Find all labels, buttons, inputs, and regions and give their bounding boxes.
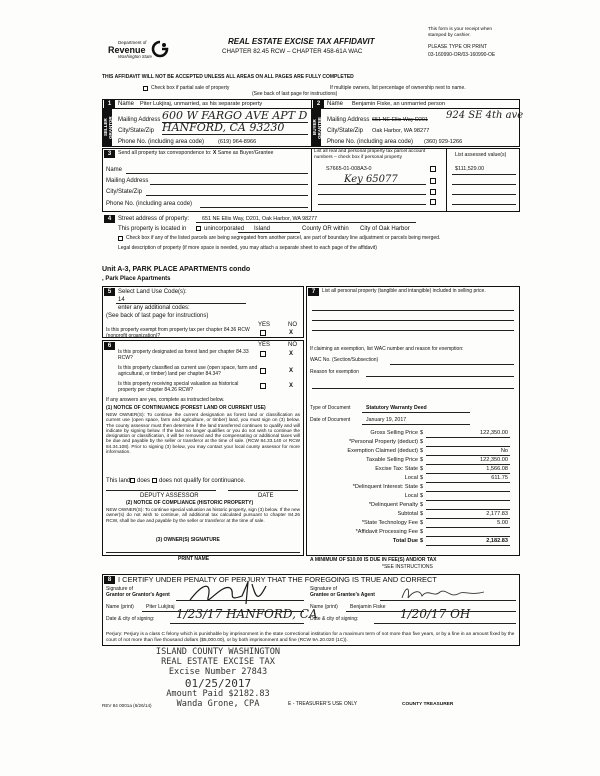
section-3-number: 3 — [104, 150, 115, 158]
stamp-tax: REAL ESTATE EXCISE TAX — [161, 656, 275, 667]
revenue-text: Revenue — [108, 45, 146, 55]
wac-label: WAC No. (Section/Subsection) — [310, 357, 379, 363]
doc-date-label: Date of Document — [310, 417, 351, 423]
exemption-label: If claiming an exemption, list WAC number and reason for exemption: — [310, 346, 464, 352]
historic-yes-checkbox[interactable] — [260, 383, 266, 389]
parcel-number: S7665-01-008A3-0 — [326, 166, 372, 172]
grantee-sig-label — [310, 587, 375, 599]
tax-row-label: Local — [404, 493, 418, 499]
tax-row — [330, 475, 510, 484]
perjury-note: Perjury: Perjury is a class C felony which is punishable by imprisonment in the state correctional institution for a maximum term of not more than five years, or by a fine in an amount fixed by the court of not more than five thousand dollars ($5,000.00), or by both imprisonment and fine (RCW 9A.20.020 (1C)). — [106, 632, 515, 643]
does-label: does — [137, 478, 151, 484]
segregated-label: Check box if any of the listed parcels are being segregated from another parcel, are part of boundary line adjustment or parcels being merged. — [126, 235, 441, 241]
tax-row — [330, 448, 510, 457]
buyer-mailing-label: Mailing Address — [327, 117, 370, 123]
notice-1-title: (1) NOTICE OF CONTINUANCE (FOREST LAND OR CURRENT USE) — [106, 405, 266, 411]
current-use-question: Is this property classified as current use (open space, farm and agricultural, or timber) land per chapter 84.34? — [118, 365, 258, 377]
tax-row-currency: $ — [420, 457, 424, 463]
reason-label: Reason for exemption — [310, 369, 359, 375]
section-4-number: 4 — [104, 215, 115, 223]
section-7-number: 7 — [308, 288, 319, 296]
seller-city: HANFORD, CA 93230 — [162, 121, 285, 134]
tax-row-underline — [426, 464, 510, 465]
tax-row — [330, 484, 510, 493]
tax-row-currency: $ — [420, 466, 424, 472]
unit-line-1: Unit A-3, PARK PLACE APARTMENTS condo — [102, 266, 251, 273]
tax-row-currency: $ — [420, 493, 424, 499]
tax-row — [330, 457, 510, 466]
print-name-label: PRINT NAME — [178, 556, 210, 562]
seller-phone: (619) 964-8966 — [218, 139, 257, 145]
tax-row-underline — [426, 518, 510, 519]
corr-mailing-label: Mailing Address — [106, 178, 149, 184]
sec6-no-header: NO — [288, 342, 297, 348]
county-treasurer-label: COUNTY TREASURER — [402, 702, 454, 707]
exempt-yes-checkbox[interactable] — [260, 330, 266, 336]
corr-name-label: Name — [106, 167, 123, 173]
send-correspondence-label — [118, 151, 273, 157]
grantee-name-label: Name (print) — [310, 604, 338, 610]
stamp-date: 01/25/2017 — [184, 676, 252, 690]
tax-row-label: Subtotal — [397, 511, 418, 517]
buyer-mailing-struck: 651 NE Ellis Way D201 — [372, 117, 428, 123]
tax-row — [330, 538, 510, 547]
tax-row-currency: $ — [420, 448, 424, 454]
historic-no-mark: X — [289, 383, 294, 389]
unincorporated-label: unincorporated — [204, 226, 245, 232]
notice-2-body: NEW OWNER(S): To continue special valuation as historic property, sign (3) below. If the new owner(s) do not wish to continue, all additional tax calculated pursuant to chapter 84.26 RCW, shall be due and payable by the seller or transferor at the time of sale. — [106, 507, 300, 523]
tax-row-currency: $ — [420, 484, 424, 490]
tax-row-label: *Delinquent Interest: State — [352, 484, 418, 490]
tax-row-underline — [426, 473, 510, 474]
grantor-agent-label: Grantor or Grantor's Agent — [106, 591, 170, 598]
section-6-number: 6 — [104, 342, 115, 350]
partial-sale-checkbox[interactable] — [143, 86, 148, 91]
rev-number: REV 84 0001a (6/26/14) — [102, 703, 152, 708]
county-or-within: County OR within — [302, 226, 349, 232]
forest-no-mark: X — [289, 351, 294, 357]
tax-row-label: *Affidavit Processing Fee — [355, 529, 418, 535]
key-number: Key 65077 — [344, 174, 398, 185]
this-land-label: This land — [106, 478, 131, 484]
enter-additional-label: enter any additional codes: — [118, 305, 190, 311]
corr-phone-label: Phone No. (including area code) — [106, 201, 193, 207]
grantor-sig-of: Signature of — [106, 586, 133, 592]
land-use-code: 14 — [118, 297, 125, 303]
personal-property-label: List all personal property (tangible and intangible) included in selling price. — [322, 288, 486, 294]
if-yes-note: If any answers are yes, complete as instructed below. — [106, 397, 225, 403]
tax-row-value: 122,350.00 — [480, 430, 508, 436]
parcel-list-label: List all real and personal property tax parcel account numbers – check box if personal property — [314, 149, 426, 160]
tax-row — [330, 493, 510, 502]
corr-city-label: City/State/Zip — [106, 189, 143, 195]
tax-row-underline — [426, 455, 510, 456]
print-note: PLEASE TYPE OR PRINT — [428, 44, 488, 50]
tax-row-currency: $ — [420, 439, 424, 445]
multiple-owners-note: If multiple owners, list percentage of ownership next to name. — [330, 85, 466, 91]
seller-city-label: City/State/Zip — [118, 128, 155, 134]
form-codes: 03-160990-OR/03-160990-OE — [428, 52, 496, 58]
washington-state-text: Washington State — [118, 54, 152, 59]
seller-mailing: 600 W FARGO AVE APT D — [162, 109, 308, 122]
tax-row — [330, 502, 510, 511]
stamp-clerk: Wanda Grone, CPA — [176, 699, 260, 710]
land-use-label: Select Land Use Code(s): — [118, 289, 187, 295]
tax-row-value: 2,177.83 — [486, 511, 508, 517]
grantee-signature — [398, 584, 488, 604]
grantor-sig-label — [106, 587, 170, 599]
grantee-agent-label: Grantee or Grantee's Agent — [310, 591, 375, 598]
tax-row — [330, 529, 510, 538]
section-2-number: 2 — [313, 100, 324, 108]
buyer-city-label: City/State/Zip — [327, 128, 364, 134]
grantor-name: Piter Lukjiraj — [146, 604, 175, 610]
grantor-date-label: Date & city of signing: — [106, 616, 155, 622]
section-5-number: 5 — [104, 288, 115, 296]
seller-name-label: Name — [118, 101, 135, 107]
tax-row-label: Total Due — [392, 538, 418, 544]
owner-signature-label: (3) OWNER(S) SIGNATURE — [156, 537, 220, 543]
section-8-number: 8 — [104, 576, 115, 584]
form-title: REAL ESTATE EXCISE TAX AFFIDAVIT — [228, 37, 375, 46]
seller-phone-label: Phone No. (including area code) — [118, 139, 205, 145]
buyer-band: BUYER GRANTEE — [312, 109, 321, 146]
notice-2-title: (2) NOTICE OF COMPLIANCE (HISTORIC PROPERTY) — [126, 500, 254, 506]
seller-mailing-label: Mailing Address — [118, 117, 161, 123]
tax-row-currency: $ — [420, 520, 424, 526]
unincorporated-checkbox[interactable] — [196, 226, 201, 231]
tax-table — [330, 430, 510, 548]
current-use-no-mark: X — [289, 368, 294, 374]
tax-row-currency: $ — [420, 475, 424, 481]
tax-row-underline — [426, 536, 510, 537]
located-in-label: This property is located in — [118, 226, 187, 232]
tax-row-value: No — [500, 448, 508, 454]
treasurer-use-label: E - TREASURER'S USE ONLY — [288, 701, 358, 707]
tax-row-value: 1,566.08 — [486, 466, 508, 472]
parcel-4-checkbox[interactable] — [430, 199, 436, 205]
form-chapter: CHAPTER 82.45 RCW – CHAPTER 458-61A WAC — [222, 48, 363, 55]
grantor-date: 1/23/17 HANFORD, CA — [176, 607, 318, 621]
street-address: 651 NE Ellis Way, D201, Oak Harbor, WA 98277 — [202, 216, 318, 222]
deputy-assessor-label: DEPUTY ASSESSOR — [140, 493, 199, 499]
exempt-question: Is this property exempt from property tax per chapter 84.36 RCW (nonprofit organization)? — [106, 327, 250, 339]
buyer-phone-label: Phone No. (including area code) — [327, 139, 414, 145]
tax-row-underline — [426, 500, 510, 501]
minimum-due-note: A MINIMUM OF $10.00 IS DUE IN FEE(S) AND/OR TAX — [310, 557, 437, 563]
tax-row-value: 5.00 — [497, 520, 508, 526]
partial-sale-label: Check box if partial sale of property — [151, 85, 230, 91]
tax-row — [330, 511, 510, 520]
tax-row-label: Excise Tax: State — [375, 466, 418, 472]
tax-row-currency: $ — [420, 511, 424, 517]
tax-row-label: Taxable Selling Price — [366, 457, 418, 463]
doc-type-label: Type of Document — [310, 405, 351, 411]
tax-row-label: *Delinquent Penalty — [368, 502, 418, 508]
does-not-checkbox[interactable] — [152, 478, 157, 483]
tax-row — [330, 430, 510, 439]
tax-row-value: 122,350.00 — [480, 457, 508, 463]
buyer-mailing-hand: 924 SE 4th ave — [446, 110, 524, 121]
notice-1-body: NEW OWNER(S): To continue the current designation as forest land or classification as current use (open space, farm and agriculture, or timber) land, you must sign on (3) below. The county assessor must then determine if the land transferred continues to qualify and will indicate by signing below. If the land no longer qualifies or you do not wish to continue the designation or classification, it will be removed and the compensating or additional taxes will be due and payable by the seller or transferor at the time of sale. (RCW 84.33.140 or RCW 84.34.108). Prior to signing (3) below, you may contact your local county assessor for more information. — [106, 412, 300, 454]
seller-band: SELLER GRANTOR — [103, 109, 112, 146]
county-name: Island — [254, 226, 271, 232]
tax-row-value: 611.75 — [491, 475, 508, 481]
historic-question: Is this property receiving special valuation as historical property per chapter 84.26 RCW? — [118, 381, 239, 393]
tax-row-underline — [426, 491, 510, 492]
dor-logo — [104, 40, 174, 64]
sec5-yes-header: YES — [258, 322, 271, 328]
street-label: Street address of property: — [118, 216, 190, 222]
sec6-yes-header: YES — [258, 342, 271, 348]
grantee-date: 1/20/17 OH — [400, 607, 471, 621]
buyer-name-label: Name — [327, 101, 344, 107]
grantee-date-label: Date & city of signing: — [310, 616, 359, 622]
assessed-label: List assessed value(s) — [455, 152, 507, 158]
tax-row-label: *State Technology Fee — [361, 520, 418, 526]
certify-text: I CERTIFY UNDER PENALTY OF PERJURY THAT THE FOREGOING IS TRUE AND CORRECT — [118, 575, 437, 584]
grantor-name-label: Name (print) — [106, 604, 134, 610]
receipt-note: This form is your receipt when stamped by cashier. — [428, 27, 492, 38]
grantor-signature — [186, 578, 286, 608]
does-not-label: does not qualify for continuance. — [159, 478, 246, 484]
tax-row — [330, 466, 510, 475]
tax-row-label: *Personal Property (deduct) — [348, 439, 418, 445]
exempt-no-mark: X — [289, 330, 294, 336]
segregated-checkbox[interactable] — [118, 236, 123, 241]
tax-row-underline — [426, 509, 510, 510]
tax-row-label: Local — [404, 475, 418, 481]
tax-row-currency: $ — [420, 538, 424, 544]
grantee-name: Benjamin Fiske — [350, 604, 386, 610]
tax-row-underline — [426, 482, 510, 483]
see-instructions-note: *SEE INSTRUCTIONS — [382, 564, 433, 570]
legal-description-label: Legal description of property (if more space is needed, you may attach a separate sheet to each page of the affidavit) — [118, 245, 377, 251]
parcel-3-checkbox[interactable] — [430, 189, 436, 195]
city-of: City of Oak Harbor — [360, 226, 410, 232]
sec5-no-header: NO — [288, 322, 297, 328]
section-1-number: 1 — [104, 100, 115, 108]
unit-line-2: , Park Place Apartments — [102, 276, 171, 282]
parcel-personal-checkbox[interactable] — [430, 166, 436, 172]
grantee-sig-of: Signature of — [310, 586, 337, 592]
send-label-text: Send all property tax correspondence to: — [118, 150, 212, 156]
tax-row-label: Gross Selling Price — [370, 430, 418, 436]
parcel-2-checkbox[interactable] — [430, 178, 436, 184]
tax-row-underline — [426, 446, 510, 447]
tax-row — [330, 520, 510, 529]
doc-date: January 19, 2017 — [366, 417, 407, 423]
current-use-yes-checkbox[interactable] — [260, 368, 266, 374]
dor-swirl-icon — [150, 40, 170, 58]
forest-yes-checkbox[interactable] — [260, 351, 266, 357]
buyer-name: Benjamin Fiske, an unmarried person — [352, 101, 445, 107]
assessed-value: $111,529.00 — [455, 166, 485, 172]
doc-type: Statutory Warranty Deed — [366, 405, 427, 411]
tax-row-underline — [426, 527, 510, 528]
same-as-text: Same as Buyer/Grantee — [217, 150, 274, 156]
assessor-date-label: DATE — [258, 493, 274, 499]
tax-row-label: Exemption Claimed (deduct) — [347, 448, 418, 454]
tax-row — [330, 439, 510, 448]
seller-name: Piter Lukjiraj, unmarried, as his separate property — [140, 101, 263, 107]
tax-row-currency: $ — [420, 430, 424, 436]
warning-text: THIS AFFIDAVIT WILL NOT BE ACCEPTED UNLESS ALL AREAS ON ALL PAGES ARE FULLY COMPLETED — [102, 74, 354, 80]
tax-row-value: 2,182.83 — [486, 538, 508, 544]
buyer-city: Oak Harbor, WA 98277 — [372, 128, 430, 134]
does-checkbox[interactable] — [130, 478, 135, 483]
dept-of-text: Department of — [118, 40, 147, 45]
stamp-excise: Excise Number 27843 — [168, 666, 268, 677]
stamp-amount: Amount Paid $2182.83 — [166, 689, 270, 700]
tax-row-underline — [426, 437, 510, 438]
stamp-county: ISLAND COUNTY WASHINGTON — [155, 647, 281, 657]
tax-row-currency: $ — [420, 502, 424, 508]
see-back-note: (See back of last page for instructions) — [252, 91, 338, 97]
tax-row-underline — [426, 545, 510, 546]
land-use-see-back: (See back of last page for instructions) — [106, 313, 209, 319]
buyer-phone: (360) 929-1266 — [424, 139, 463, 145]
x-mark: X — [212, 150, 218, 156]
tax-row-currency: $ — [420, 529, 424, 535]
forest-question: Is this property designated as forest land per chapter 84.33 RCW? — [118, 349, 249, 361]
